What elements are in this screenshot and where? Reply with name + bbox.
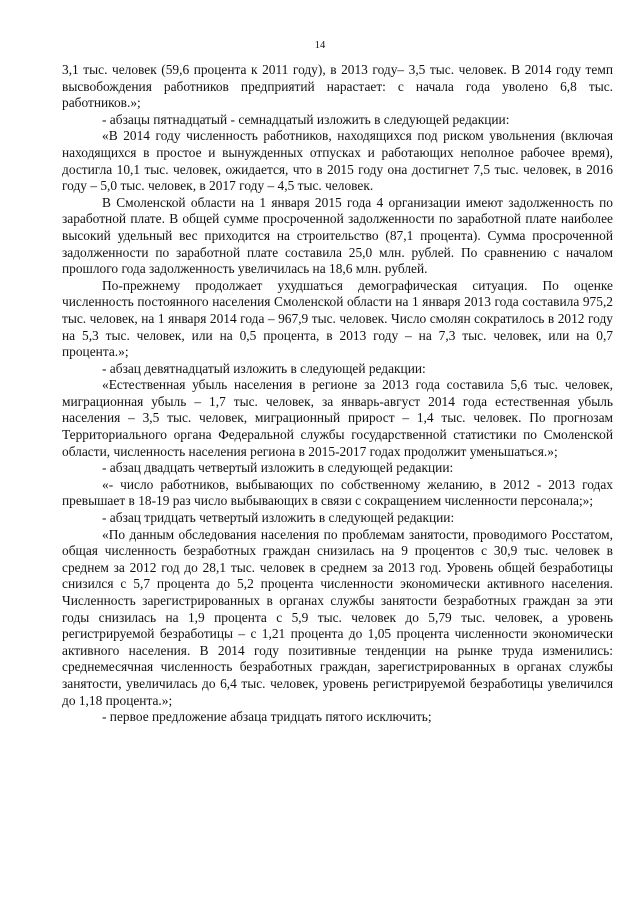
paragraph: - абзац тридцать четвертый изложить в следующей редакции:	[102, 510, 455, 526]
paragraph: - абзацы пятнадцатый - семнадцатый изложить в следующей редакции:	[102, 111, 510, 127]
paragraph: - абзац двадцать четвертый изложить в следующей редакции:	[102, 460, 454, 476]
paragraph: «Естественная убыль населения в регионе за 2013 года составила 5,6 тыс. человек, миграционная убыль – 1,7 тыс. человек, за январь-август 2014 года естественная убыль населения – 3,5 тыс. человек, миграционный прирост – 1,4 тыс. человек. По прогнозам Территориального органа Федеральной службы государственной статистики по Смоленской области, численность населения региона в 2015-2017 годах продолжит уменьшаться.»;	[62, 377, 613, 459]
paragraph: - первое предложение абзаца тридцать пятого исключить;	[102, 709, 432, 725]
paragraph: По-прежнему продолжает ухудшаться демографическая ситуация. По оценке численность постоянного населения Смоленской области на 1 января 2013 года составила 975,2 тыс. человек, на 1 января 2014 года – 967,9 тыс. человек. Число смолян сократилось в 2012 году на 5,3 тыс. человек, или на 0,5 процента, в 2013 году – на 7,3 тыс. человек, или на 0,7 процента.»;	[62, 277, 613, 360]
paragraph: «- число работников, выбывающих по собственному желанию, в 2012 - 2013 годах превышает в 18-19 раз число выбывающих в связи с сокращением численности персонала;»;	[62, 476, 613, 509]
paragraph: - абзац девятнадцатый изложить в следующей редакции:	[102, 360, 426, 376]
paragraph: «По данным обследования населения по проблемам занятости, проводимого Росстатом, общая численность безработных граждан снизилась на 9 процентов с 30,9 тыс. человек в среднем за 2012 год до 28,1 тыс. человек в среднем за 2013 год. Уровень общей безработицы снизился с 5,7 процента до 5,2 процента численности экономически активного населения. Численность зарегистрированных в органах службы занятости безработных граждан за эти годы снизилась на 1,9 процента с 5,9 тыс. человек до 5,79 тыс. человек, а уровень регистрируемой безработицы – с 1,21 процента до 1,05 процента численности экономически активного населения. В 2014 году позитивные тенденции на рынке труда изменились: среднемесячная численность безработных граждан, зарегистрированных в органах службы занятости, увеличилась до 6,4 тыс. человек, уровень регистрируемой безработицы увеличился до 1,18 процента.»;	[62, 526, 613, 708]
document-body	[62, 62, 613, 726]
paragraph: «В 2014 году численность работников, находящихся под риском увольнения (включая находящихся в простое и вынужденных отпусках и работающих неполное рабочее время), достигла 10,1 тыс. человек, ожидается, что в 2015 году она достигнет 7,5 тыс. человек, в 2016 году – 5,0 тыс. человек, в 2017 году – 4,5 тыс. человек.	[62, 128, 613, 194]
paragraph: 3,1 тыс. человек (59,6 процента к 2011 году), в 2013 году– 3,5 тыс. человек. В 2014 году темп высвобождения работников предприятий нарастает: с начала года уволено 6,8 тыс. работников.»;	[62, 62, 613, 111]
page-number: 14	[314, 40, 326, 51]
paragraph: В Смоленской области на 1 января 2015 года 4 организации имеют задолженность по заработной плате. В общей сумме просроченной задолженности по заработной плате наиболее высокий удельный вес приходится на строительство (87,1 процента). Сумма просроченной задолженности по заработной плате составила 25,0 млн. рублей. По сравнению с началом прошлого года задолженность увеличилась на 18,6 млн. рублей.	[62, 194, 613, 277]
